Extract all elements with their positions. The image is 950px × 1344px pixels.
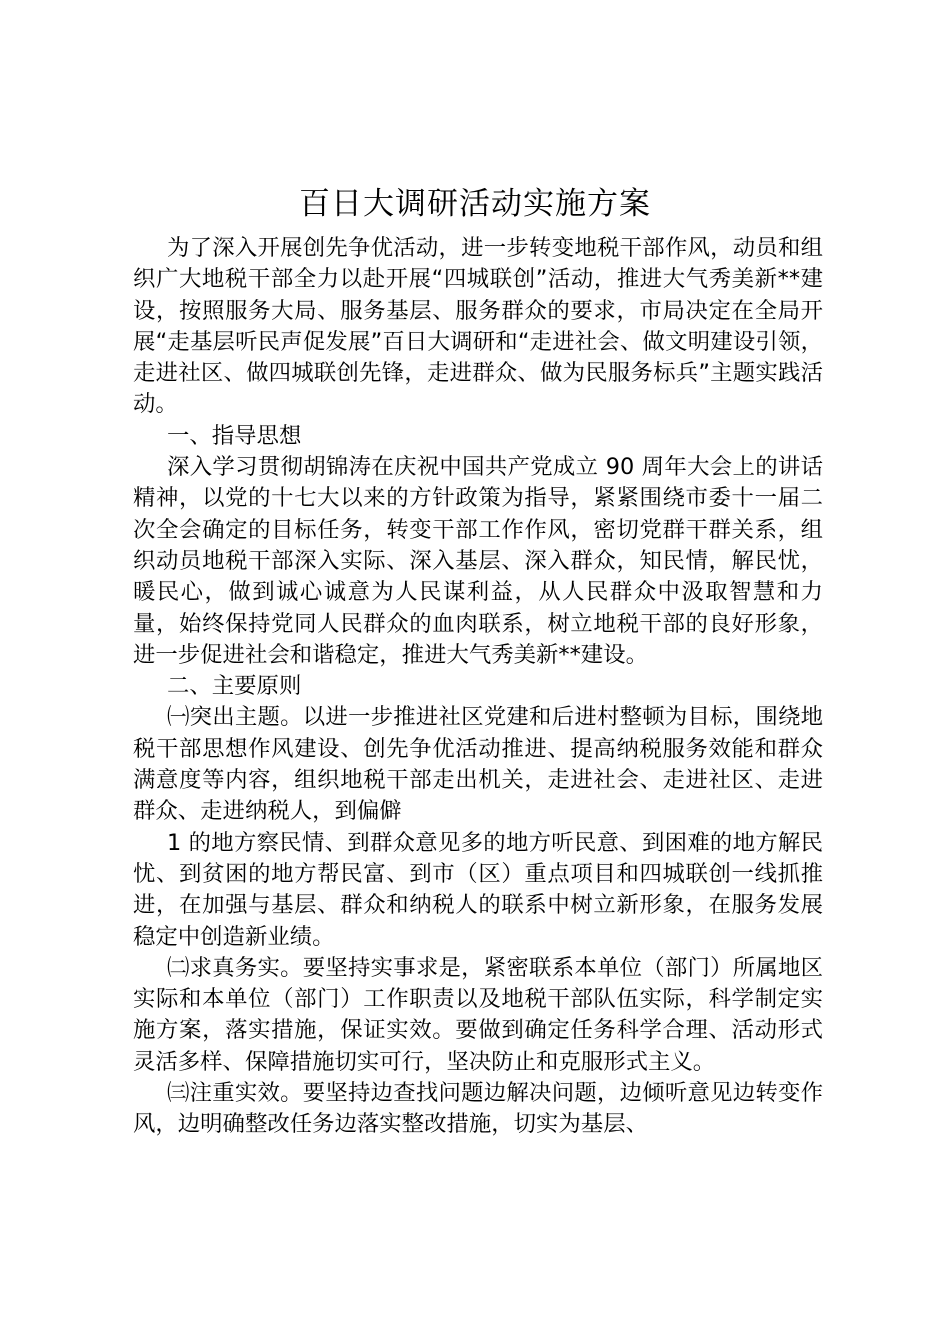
paragraph-guiding-ideology: 深入学习贯彻胡锦涛在庆祝中国共产党成立 90 周年大会上的讲话精神，以党的十七大以来的方针政策为指导，紧紧围绕市委十一届二次全会确定的目标任务，转变干部工作作风，密切党群干群关系，组织动员地税干部深入实际、深入基层、深入群众，知民情，解民忧，暖民心，做到诚心诚意为人民谋利益，从人民群众中汲取智慧和力量，始终保持党同人民群众的血肉联系，树立地税干部的良好形象，进一步促进社会和谐稳定，推进大气秀美新**建设。 [133,454,823,668]
paragraph-principle-3: ㈢注重实效。要坚持边查找问题边解决问题，边倾听意见边转变作风，边明确整改任务边落实整改措施，切实为基层、 [133,1080,823,1138]
paragraph-principle-1-continued: 1 的地方察民情、到群众意见多的地方听民意、到困难的地方解民忧、到贫困的地方帮民富、到市（区）重点项目和四城联创一线抓推进，在加强与基层、群众和纳税人的联系中树立新形象，在服务发展稳定中创造新业绩。 [133,829,823,950]
section-heading-guiding-ideology: 一、指导思想 [167,422,302,449]
document-title: 百日大调研活动实施方案 [299,186,651,222]
paragraph-principle-2: ㈡求真务实。要坚持实事求是，紧密联系本单位（部门）所属地区实际和本单位（部门）工作职责以及地税干部队伍实际，科学制定实施方案，落实措施，保证实效。要做到确定任务科学合理、活动形式灵活多样、保障措施切实可行，坚决防止和克服形式主义。 [133,954,823,1075]
section-heading-main-principles: 二、主要原则 [167,673,302,700]
paragraph-principle-1: ㈠突出主题。以进一步推进社区党建和后进村整顿为目标，围绕地税干部思想作风建设、创先争优活动推进、提高纳税服务效能和群众满意度等内容，组织地税干部走出机关，走进社会、走进社区、走进群众、走进纳税人，到偏僻 [133,704,823,825]
document-body [133,233,823,1141]
paragraph-intro: 为了深入开展创先争优活动，进一步转变地税干部作风，动员和组织广大地税干部全力以赴开展“四城联创”活动，推进大气秀美新**建设，按照服务大局、服务基层、服务群众的要求，市局决定在全局开展“走基层听民声促发展”百日大调研和“走进社会、做文明建设引领，走进社区、做四城联创先锋，走进群众、做为民服务标兵”主题实践活动。 [133,235,823,418]
